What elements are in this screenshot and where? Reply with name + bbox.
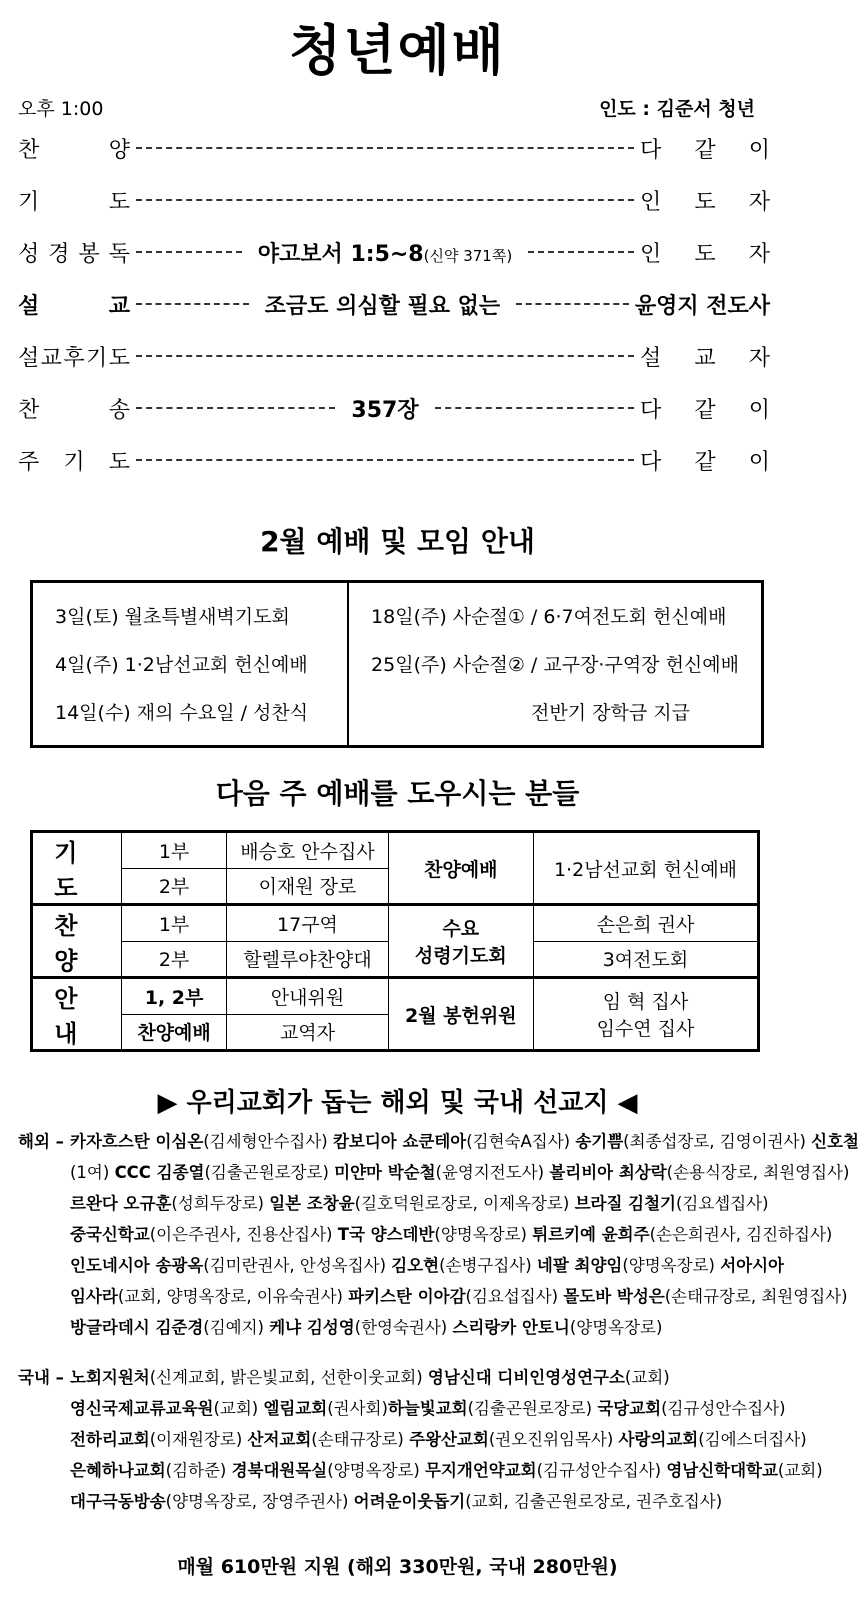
- helpers-cell: 안내위원: [227, 978, 388, 1015]
- mission-sponsor: (손태규장로): [311, 1430, 410, 1449]
- order-label-char: 후: [63, 345, 85, 371]
- mission-name: T국 양스데반: [337, 1225, 435, 1244]
- helpers-cell: 2부: [121, 941, 227, 978]
- mission-name: 네팔 최양임: [536, 1256, 623, 1275]
- order-label-char: 설: [18, 293, 40, 319]
- helpers-table: [30, 830, 760, 1052]
- order-content: [255, 289, 511, 320]
- overseas-tag: 해외 –: [18, 1132, 64, 1151]
- order-role-char: 다: [640, 137, 662, 163]
- helpers-cell: 이재원 장로: [227, 868, 388, 905]
- order-content-text: 조금도 의심할 필요 없는: [264, 293, 501, 319]
- mission-name: 하늘빛교회: [387, 1399, 468, 1418]
- service-time: 오후 1:00: [18, 98, 104, 120]
- mission-name: 미얀마 박순철: [334, 1163, 436, 1182]
- overseas-list: [70, 1126, 859, 1343]
- mission-name: 서아시아: [720, 1256, 784, 1275]
- mission-line: [70, 1219, 833, 1250]
- dash-leader: [136, 251, 242, 253]
- order-label: [18, 393, 130, 424]
- notice-item: 25일(주) 사순절② / 교구장·구역장 헌신예배: [371, 654, 739, 676]
- mission-sponsor: (1여): [70, 1163, 115, 1182]
- notice-item: 3일(토) 월초특별새벽기도회: [55, 606, 290, 628]
- mission-name: 카자흐스탄 이심온: [70, 1132, 204, 1151]
- mission-name: 튀르키예 윤희주: [532, 1225, 650, 1244]
- mission-name: 임사라: [70, 1287, 118, 1306]
- mission-sponsor: (이은주권사, 진용산집사): [149, 1225, 338, 1244]
- mission-sponsor: (김규성안수집사): [536, 1461, 667, 1480]
- order-label: [18, 289, 130, 320]
- order-role-char: 인: [640, 189, 662, 215]
- order-row: [18, 234, 770, 270]
- mission-name: 전하리교회: [70, 1430, 150, 1449]
- order-role: [640, 185, 770, 216]
- order-role-char: 같: [694, 137, 716, 163]
- helpers-wednesday-label-2: 성령기도회: [414, 945, 507, 967]
- mission-sponsor: (김요셉집사): [675, 1194, 769, 1213]
- mission-line: [70, 1250, 784, 1281]
- order-role-char: 윤영지 전도사: [634, 293, 771, 319]
- mission-sponsor: (손병구집사): [439, 1256, 537, 1275]
- mission-name: 볼리비아 최상락: [549, 1163, 667, 1182]
- dash-leader: [136, 199, 634, 201]
- mission-sponsor: (윤영지전도사): [435, 1163, 550, 1182]
- mission-name: 엘림교회: [263, 1399, 328, 1418]
- helpers-cell: 할렐루야찬양대: [227, 941, 388, 978]
- notice-left-column: [33, 583, 347, 745]
- order-role: [640, 341, 770, 372]
- order-label-char: 도: [108, 189, 130, 215]
- mission-name: 어려운이웃돕기: [353, 1492, 466, 1511]
- helpers-guide-label: 안 내: [32, 978, 122, 1051]
- order-label: [18, 445, 130, 476]
- order-row: [18, 442, 770, 478]
- helpers-offering-2: 임수연 집사: [596, 1018, 695, 1040]
- mission-name: 스리랑카 안토니: [452, 1318, 570, 1337]
- order-role-char: 교: [694, 345, 716, 371]
- mission-sponsor: (교회, 김출곤원로장로, 권주호집사): [465, 1492, 723, 1511]
- order-label-char: 도: [108, 449, 130, 475]
- mission-name: 신호철: [811, 1132, 859, 1151]
- order-role-char: 도: [694, 189, 716, 215]
- helpers-praise-worship-label: 찬양예배: [388, 832, 533, 905]
- mission-sponsor: (김출곤원로장로): [467, 1399, 598, 1418]
- mission-sponsor: (김현숙A집사): [466, 1132, 576, 1151]
- order-role-char: 같: [694, 449, 716, 475]
- mission-sponsor: (권오진위임목사): [488, 1430, 619, 1449]
- mission-sponsor: (이재원장로): [149, 1430, 248, 1449]
- mission-sponsor: (양명옥장로): [569, 1318, 663, 1337]
- notice-box: [30, 580, 764, 748]
- mission-name: 몰도바 박성은: [563, 1287, 665, 1306]
- helpers-cell: 1, 2부: [121, 978, 227, 1015]
- mission-line: [70, 1281, 848, 1312]
- order-label: [18, 237, 130, 268]
- order-role: [640, 133, 770, 164]
- mission-name: 브라질 김철기: [574, 1194, 676, 1213]
- mission-name: 산저교회: [247, 1430, 312, 1449]
- mission-name: 국당교회: [597, 1399, 662, 1418]
- mission-sponsor: (한영숙권사): [354, 1318, 453, 1337]
- mission-name: 중국신학교: [70, 1225, 150, 1244]
- order-role-char: 자: [748, 345, 770, 371]
- order-label-char: 기: [63, 449, 85, 475]
- mission-line: [70, 1455, 823, 1486]
- mission-sponsor: (양명옥장로): [434, 1225, 533, 1244]
- mission-line: [70, 1157, 850, 1188]
- order-row: [18, 130, 770, 166]
- mission-sponsor: (교회): [777, 1461, 823, 1480]
- helpers-offering-value: [533, 978, 758, 1051]
- helpers-offering-1: 임 혁 집사: [602, 991, 689, 1013]
- order-content: [341, 393, 428, 424]
- mission-name: 인도네시아 송광옥: [70, 1256, 204, 1275]
- helpers-cell: 1부: [121, 905, 227, 942]
- dash-leader: [136, 459, 634, 461]
- dash-leader: [435, 407, 634, 409]
- mission-name: CCC 김종열: [114, 1163, 205, 1182]
- helpers-cell: 손은희 권사: [533, 905, 758, 942]
- order-role: [640, 445, 770, 476]
- helpers-praise-label: 찬 양: [32, 905, 122, 978]
- helpers-wednesday-label: [388, 905, 533, 978]
- mission-name: 사랑의교회: [618, 1430, 699, 1449]
- mission-sponsor: (길호덕원로장로, 이제옥장로): [354, 1194, 575, 1213]
- dash-leader: [136, 147, 634, 149]
- helpers-offering-label: 2월 봉헌위원: [388, 978, 533, 1051]
- mission-overseas: [18, 1126, 859, 1343]
- order-row: [18, 182, 770, 218]
- order-role-char: 같: [694, 397, 716, 423]
- mission-name: 김오현: [391, 1256, 440, 1275]
- mission-sponsor: (손태규장로, 최원영집사): [664, 1287, 848, 1306]
- helpers-cell: 1·2남선교회 헌신예배: [533, 832, 758, 905]
- order-row: [18, 286, 770, 322]
- mission-sponsor: (양명옥장로): [327, 1461, 426, 1480]
- helpers-title: 다음 주 예배를 도우시는 분들: [215, 777, 580, 810]
- notice-item: 4일(주) 1·2남선교회 헌신예배: [55, 654, 308, 676]
- mission-sponsor: (권사회): [327, 1399, 388, 1418]
- order-role-char: 이: [748, 137, 770, 163]
- order-label-char: 성: [18, 241, 40, 267]
- mission-name: 경북대원목실: [231, 1461, 328, 1480]
- helpers-wednesday-label-1: 수요: [442, 918, 480, 940]
- mission-sponsor: (김출곤원로장로): [204, 1163, 335, 1182]
- service-leader: 인도 : 김준서 청년: [599, 98, 755, 120]
- mission-name: 영남신학대학교: [666, 1461, 778, 1480]
- mission-name: 캄보디아 쇼쿤테아: [332, 1132, 467, 1151]
- mission-sponsor: (김요섭집사): [465, 1287, 564, 1306]
- mission-line: [70, 1393, 786, 1424]
- order-label-char: 주: [18, 449, 40, 475]
- mission-title: ▶ 우리교회가 돕는 해외 및 국내 선교지 ◀: [157, 1088, 638, 1118]
- mission-sponsor: (손은희권사, 김진하집사): [649, 1225, 833, 1244]
- order-content-text: 야고보서 1:5~8: [257, 241, 424, 267]
- mission-sponsor: (양명옥장로, 장영주권사): [165, 1492, 354, 1511]
- mission-name: 파키스탄 이아감: [348, 1287, 466, 1306]
- order-role: [640, 393, 770, 424]
- order-label: [18, 133, 130, 164]
- order-role-char: 설: [640, 345, 662, 371]
- mission-name: 대구극동방송: [70, 1492, 166, 1511]
- order-label-char: 독: [108, 241, 130, 267]
- helpers-cell: 1부: [121, 832, 227, 869]
- order-label: [18, 185, 130, 216]
- order-label-char: 교: [40, 345, 62, 371]
- order-role-char: 이: [748, 449, 770, 475]
- helpers-cell: 배승호 안수집사: [227, 832, 388, 869]
- mission-sponsor: (교회, 양명옥장로, 이유숙권사): [117, 1287, 349, 1306]
- mission-name: 은혜하나교회: [70, 1461, 166, 1480]
- order-label: [18, 341, 130, 372]
- notice-title: 2월 예배 및 모임 안내: [260, 525, 535, 558]
- mission-domestic: [18, 1362, 823, 1517]
- domestic-list: [70, 1362, 823, 1517]
- notice-item: 14일(수) 재의 수요일 / 성찬식: [55, 702, 309, 724]
- support-summary: 매월 610만원 지원 (해외 330만원, 국내 280만원): [177, 1556, 618, 1578]
- helpers-cell: 17구역: [227, 905, 388, 942]
- mission-name: 무지개언약교회: [425, 1461, 537, 1480]
- order-role-char: 도: [694, 241, 716, 267]
- domestic-tag: 국내 –: [18, 1368, 64, 1387]
- order-content-text: 357장: [351, 397, 419, 423]
- order-role: [635, 289, 770, 320]
- order-row: [18, 390, 770, 426]
- order-label-char: 기: [18, 189, 40, 215]
- order-role-char: 자: [748, 189, 770, 215]
- notice-item: 18일(주) 사순절① / 6·7여전도회 헌신예배: [371, 606, 727, 628]
- page-title: 청년예배: [289, 19, 506, 82]
- mission-sponsor: (김규성안수집사): [661, 1399, 786, 1418]
- mission-name: 영남신대 디비인영성연구소: [427, 1368, 625, 1387]
- order-role-char: 다: [640, 449, 662, 475]
- order-row: [18, 338, 770, 374]
- helpers-cell: 3여전도회: [533, 941, 758, 978]
- notice-item: 전반기 장학금 지급: [531, 702, 690, 724]
- helpers-cell: 찬양예배: [121, 1014, 227, 1051]
- notice-right-column: [347, 583, 761, 745]
- mission-sponsor: (김하준): [165, 1461, 232, 1480]
- order-label-char: 도: [108, 345, 130, 371]
- order-label-char: 기: [86, 345, 108, 371]
- helpers-cell: 2부: [121, 868, 227, 905]
- order-role-char: 자: [748, 241, 770, 267]
- mission-name: 주왕산교회: [409, 1430, 489, 1449]
- mission-name: 르완다 오규훈: [70, 1194, 172, 1213]
- helpers-prayer-label: 기 도: [32, 832, 122, 905]
- order-role: [640, 237, 770, 268]
- mission-sponsor: (성희두장로): [171, 1194, 270, 1213]
- mission-name: 케냐 김성영: [269, 1318, 355, 1337]
- mission-name: 방글라데시 김준경: [70, 1318, 204, 1337]
- order-role-char: 다: [640, 397, 662, 423]
- mission-line: [70, 1126, 859, 1157]
- mission-sponsor: (김미란권사, 안성옥집사): [203, 1256, 392, 1275]
- order-label-char: 경: [48, 241, 70, 267]
- order-label-char: 설: [18, 345, 40, 371]
- mission-line: [70, 1312, 770, 1343]
- order-label-char: 양: [108, 137, 130, 163]
- order-label-char: 찬: [18, 137, 40, 163]
- mission-sponsor: (손용식장로, 최원영집사): [666, 1163, 850, 1182]
- order-label-char: 송: [108, 397, 130, 423]
- dash-leader: [136, 355, 634, 357]
- mission-sponsor: (김세형안수집사): [203, 1132, 333, 1151]
- helpers-cell: 교역자: [227, 1014, 388, 1051]
- mission-line: [70, 1188, 770, 1219]
- mission-sponsor: (교회): [624, 1368, 670, 1387]
- dash-leader: [136, 407, 335, 409]
- order-label-char: 봉: [78, 241, 100, 267]
- mission-line: [70, 1424, 807, 1455]
- mission-name: 노회지원처: [70, 1368, 150, 1387]
- mission-sponsor: (최종섭장로, 김영이권사): [623, 1132, 812, 1151]
- order-content: [248, 237, 522, 268]
- dash-leader: [516, 303, 629, 305]
- mission-line: [70, 1362, 770, 1393]
- mission-name: 송기쁨: [575, 1132, 624, 1151]
- dash-leader: [528, 251, 634, 253]
- order-role-char: 이: [748, 397, 770, 423]
- mission-sponsor: (신계교회, 밝은빛교회, 선한이웃교회): [149, 1368, 428, 1387]
- mission-sponsor: (교회): [213, 1399, 264, 1418]
- order-role-char: 인: [640, 241, 662, 267]
- mission-sponsor: (김예지): [203, 1318, 270, 1337]
- order-label-char: 교: [108, 293, 130, 319]
- mission-sponsor: (양명옥장로): [622, 1256, 721, 1275]
- order-content-small: (신약 371쪽): [423, 246, 513, 265]
- order-label-char: 찬: [18, 397, 40, 423]
- mission-name: 일본 조창윤: [269, 1194, 355, 1213]
- mission-sponsor: (김에스더집사): [698, 1430, 807, 1449]
- dash-leader: [136, 303, 249, 305]
- mission-line: [70, 1486, 770, 1517]
- mission-name: 영신국제교류교육원: [70, 1399, 214, 1418]
